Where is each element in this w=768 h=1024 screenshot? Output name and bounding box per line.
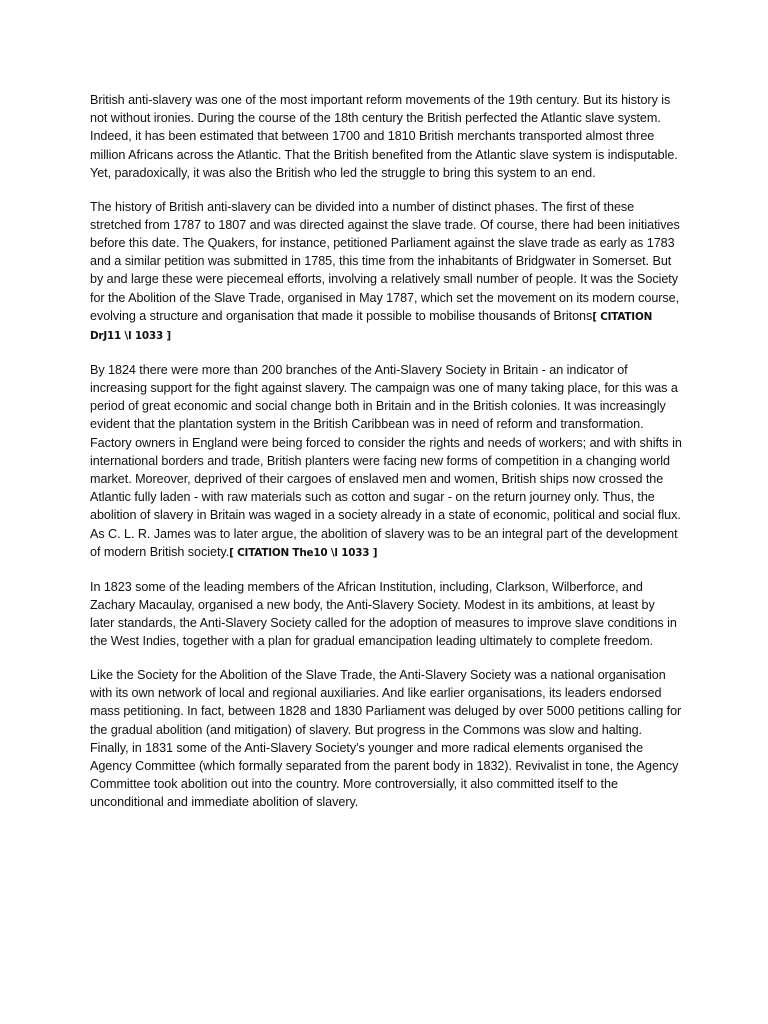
- paragraph-3-text: By 1824 there were more than 200 branches of the Anti-Slavery Society in Britain - an indicator of increasing support for the fight against slavery. The campaign was one of many taking place, for this was a period of great economic and social change both in Britain and in the British colonies. It was increasingly evident that the plantation system in the British Caribbean was in need of reform and transformation. Factory owners in England were being forced to consider the rights and needs of workers; and with shifts in international borders and trade, British planters were facing new forms of competition in a changing world market. Moreover, deprived of their cargoes of enslaved men and women, British ships now crossed the Atlantic fully laden - with raw materials such as cotton and sugar - on the return journey only. Thus, the abolition of slavery in Britain was waged in a society already in a state of economic, political and social flux. As C. L. R. James was to later argue, the abolition of slavery was to be an integral part of the development of modern British society.: [90, 362, 682, 559]
- paragraph-4-text: In 1823 some of the leading members of the African Institution, including, Clarkson, Wilberforce, and Zachary Macaulay, organised a new body, the Anti-Slavery Society. Modest in its ambitions, at least by later standards, the Anti-Slavery Society called for the adoption of measures to improve slave conditions in the West Indies, together with a plan for gradual emancipation leading ultimately to complete freedom.: [90, 579, 677, 649]
- paragraph-4: [90, 578, 682, 651]
- paragraph-5: [90, 666, 682, 812]
- paragraph-5-text: Like the Society for the Abolition of the Slave Trade, the Anti-Slavery Society was a national organisation with its own network of local and regional auxiliaries. And like earlier organisations, its leaders endorsed mass petitioning. In fact, between 1828 and 1830 Parliament was deluged by over 5000 petitions calling for the gradual abolition (and mitigation) of slavery. But progress in the Commons was slow and halting. Finally, in 1831 some of the Anti-Slavery Society's younger and more radical elements organised the Agency Committee (which formally separated from the parent body in 1832). Revivalist in tone, the Agency Committee took abolition out into the country. More controversially, it also committed itself to the unconditional and immediate abolition of slavery.: [90, 668, 682, 810]
- paragraph-3: [90, 361, 682, 562]
- paragraph-2-text: The history of British anti-slavery can be divided into a number of distinct phases. The first of these stretched from 1787 to 1807 and was directed against the slave trade. Of course, there had been initiatives before this date. The Quakers, for instance, petitioned Parliament against the slave trade as early as 1783 and a similar petition was submitted in 1785, this time from the inhabitants of Bridgwater in Somerset. But by and large these were piecemeal efforts, involving a relatively small number of people. It was the Society for the Abolition of the Slave Trade, organised in May 1787, which set the movement on its modern course, evolving a structure and organisation that made it possible to mobilise thousands of Britons: [90, 199, 680, 323]
- paragraph-1-text: British anti-slavery was one of the most important reform movements of the 19th century. But its history is not without ironies. During the course of the 18th century the British perfected the Atlantic slave system. Indeed, it has been estimated that between 1700 and 1810 British merchants transported almost three million Africans across the Atlantic. That the British benefited from the Atlantic slave system is indisputable. Yet, paradoxically, it was also the British who led the struggle to bring this system to an end.: [90, 93, 678, 180]
- paragraph-2: [90, 198, 682, 346]
- citation-field[interactable]: [ CITATION The10 \l 1033 ]: [229, 546, 378, 559]
- paragraph-1: [90, 91, 682, 182]
- document-page: [90, 91, 682, 827]
- citation-field[interactable]: [ CITATION DrJ11 \l 1033 ]: [90, 310, 653, 343]
